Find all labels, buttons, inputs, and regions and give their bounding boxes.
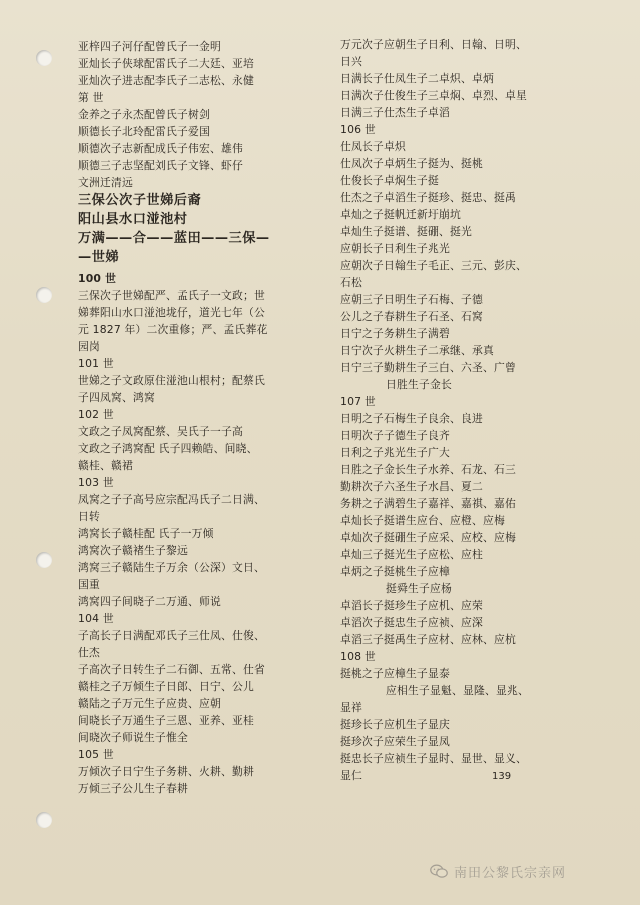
binder-hole (36, 50, 52, 66)
text-line: 鸿窝长子赣桂配 氏子一万倾 (78, 527, 214, 540)
text-line: 三保次子世娣配严、孟氏子一文政；世 (78, 289, 265, 302)
text-line: 卓灿三子挺光生子应松、应柱 (340, 548, 483, 561)
generation-heading: 108 世 (340, 650, 376, 663)
wechat-icon (430, 864, 448, 879)
text-line: 卓灿之子挺帆迁新圩崩坑 (340, 208, 461, 221)
text-line: 日利之子兆光生子广大 (340, 446, 450, 459)
text-line: 万倾三子公儿生子春耕 (78, 782, 188, 795)
text-line: 勤耕次子六圣生子水昌、夏二 (340, 480, 483, 493)
text-line: 日宁次子火耕生子二承继、承真 (340, 344, 494, 357)
text-line: 显仁 (340, 769, 362, 782)
text-line: 卓灿生子挺谱、挺硼、挺光 (340, 225, 472, 238)
generation-heading: 106 世 (340, 123, 376, 136)
generation-heading: 102 世 (78, 408, 114, 421)
text-line: 世娣之子文政原住湴池山根村；配蔡氏 (78, 374, 265, 387)
text-line: 日满次子仕俊生子三卓焖、卓烈、卓星 (340, 89, 527, 102)
generation-heading: 107 世 (340, 395, 376, 408)
text-line: 亚灿次子进志配李氏子二志松、永健 (78, 74, 254, 87)
text-line: 园岗 (78, 340, 100, 353)
text-line: 金养之子永杰配曾氏子树剑 (78, 108, 210, 121)
text-line: 卓滔长子挺珍生子应机、应荣 (340, 599, 483, 612)
text-line: 挺忠长子应祯生子显时、显世、显义、 (340, 752, 527, 765)
binder-hole (36, 552, 52, 568)
text-line: 卓灿次子挺硼生子应采、应校、应梅 (340, 531, 516, 544)
text-line: 娣葬阳山水口湴池垅仔，道光七年（公 (78, 306, 265, 319)
text-line: 子高长子日满配邓氏子三仕凤、仕俊、 (78, 629, 265, 642)
text-line: 万倾次子日宁生子务耕、火耕、勤耕 (78, 765, 254, 778)
text-line: 应朝长子日利生子兆光 (340, 242, 450, 255)
text-line: 日宁三子勤耕生子三白、六圣、广曾 (340, 361, 516, 374)
page-number: 139 (492, 771, 512, 782)
text-line: 日明次子子德生子良齐 (340, 429, 450, 442)
generation-heading: 103 世 (78, 476, 114, 489)
text-line: 仕凤长子卓炽 (340, 140, 406, 153)
text-line: 赣桂之子万倾生子日郎、日宁、公儿 (78, 680, 254, 693)
generation-heading: 105 世 (78, 748, 114, 761)
text-line: 万元次子应朝生子日利、日翰、日明、 (340, 38, 527, 51)
text-line: 赣陆之子万元生子应贵、应朝 (78, 697, 221, 710)
text-line: 日明之子石梅生子良余、良进 (340, 412, 483, 425)
generation-heading: 100 世 (78, 272, 117, 285)
text-line: 鸿窝四子间晓子二万通、师说 (78, 595, 221, 608)
watermark-text: 南田公黎氏宗亲网 (454, 866, 567, 881)
section-heading: —世娣 (78, 250, 120, 265)
text-line: 鸿窝三子赣陆生子万余（公深）文日、 (78, 561, 265, 574)
binder-hole (36, 812, 52, 828)
text-line: 日兴 (340, 55, 362, 68)
text-line: 凤窝之子子高号应宗配冯氏子二日满、 (78, 493, 265, 506)
text-line: 间晓次子师说生子惟全 (78, 731, 188, 744)
text-line: 公儿之子春耕生子石圣、石窝 (340, 310, 483, 323)
text-line: 仕凤次子卓炳生子挺为、挺桃 (340, 157, 483, 170)
text-line: 间晓长子万通生子三恩、亚养、亚桂 (78, 714, 254, 727)
text-line: 卓滔三子挺禹生子应材、应林、应杭 (340, 633, 516, 646)
text-line: 文政之子凤窝配蔡、吴氏子一子高 (78, 425, 243, 438)
text-line: 日胜生子金长 (386, 378, 452, 391)
text-line: 赣桂、赣裙 (78, 459, 133, 472)
section-heading: 万满——合——蓝田——三保— (78, 231, 270, 246)
text-line: 亚梓四子河仔配曾氏子一金明 (78, 40, 221, 53)
text-line: 日胜之子金长生子水养、石龙、石三 (340, 463, 516, 476)
text-line: 卓灿长子挺谱生应台、应橙、应梅 (340, 514, 505, 527)
text-line: 挺珍次子应荣生子显凤 (340, 735, 450, 748)
text-line: 国重 (78, 578, 100, 591)
generation-heading: 101 世 (78, 357, 114, 370)
text-line: 应相生子显魁、显隆、显兆、 (386, 684, 529, 697)
text-line: 顺德长子北玲配雷氏子爱国 (78, 125, 210, 138)
text-line: 应朝次子日翰生子毛正、三元、彭庆、 (340, 259, 527, 272)
text-line: 挺桃之子应樟生子显泰 (340, 667, 450, 680)
text-line: 子高次子日转生子二石御、五常、仕省 (78, 663, 265, 676)
section-heading: 阳山县水口湴池村 (78, 212, 188, 227)
generation-heading: 104 世 (78, 612, 114, 625)
text-line: 文洲迁清远 (78, 176, 133, 189)
text-line: 挺舜生子应杨 (386, 582, 452, 595)
text-line: 第 世 (78, 91, 104, 104)
text-line: 务耕之子满碧生子嘉祥、嘉祺、嘉佑 (340, 497, 516, 510)
text-line: 亚灿长子侠球配雷氏子二大廷、亚培 (78, 57, 254, 70)
watermark (430, 862, 566, 881)
text-line: 文政之子鸿窝配 氏子四赖皓、间晓、 (78, 442, 258, 455)
text-line: 子四凤窝、鸿窝 (78, 391, 155, 404)
text-line: 顺德三子志坚配刘氏子文锋、虾仔 (78, 159, 243, 172)
section-heading: 三保公次子世娣后裔 (78, 193, 202, 208)
text-line: 仕俊长子卓焖生子挺 (340, 174, 439, 187)
text-line: 仕杰之子卓滔生子挺珍、挺忠、挺禹 (340, 191, 516, 204)
text-line: 顺德次子志新配成氏子伟宏、雄伟 (78, 142, 243, 155)
text-line: 仕杰 (78, 646, 100, 659)
text-line: 日满长子仕凤生子二卓炽、卓炳 (340, 72, 494, 85)
text-line: 日满三子仕杰生子卓滔 (340, 106, 450, 119)
text-line: 卓滔次子挺忠生子应祯、应深 (340, 616, 483, 629)
text-line: 卓炳之子挺桃生子应樟 (340, 565, 450, 578)
binder-hole (36, 287, 52, 303)
text-line: 元 1827 年）二次重修；严、孟氏葬花 (78, 323, 268, 336)
text-line: 日宁之子务耕生子满碧 (340, 327, 450, 340)
text-line: 鸿窝次子赣褚生子黎远 (78, 544, 188, 557)
text-line: 挺珍长子应机生子显庆 (340, 718, 450, 731)
text-line: 显祥 (340, 701, 362, 714)
text-line: 应朝三子日明生子石梅、子德 (340, 293, 483, 306)
text-line: 石松 (340, 276, 362, 289)
text-line: 日转 (78, 510, 100, 523)
